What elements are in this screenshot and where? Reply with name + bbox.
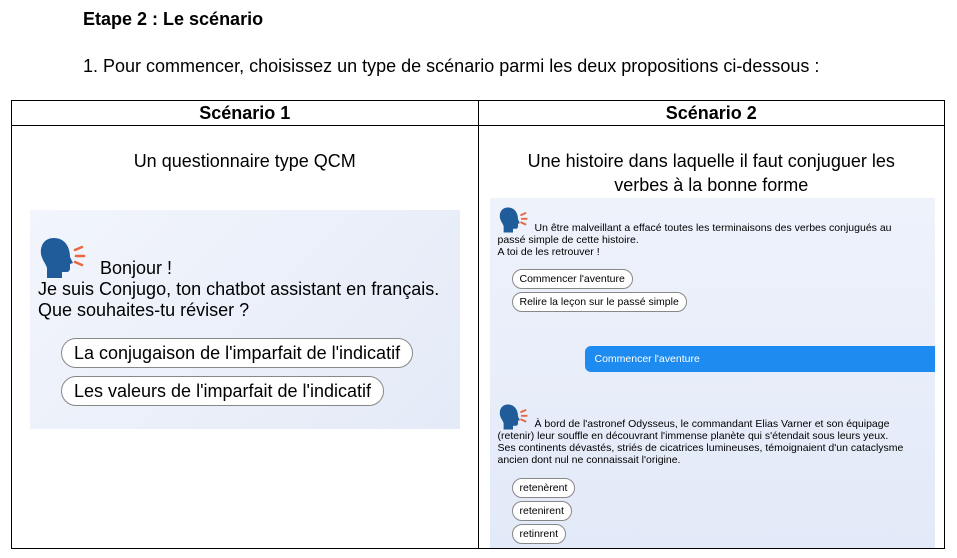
answer-button-retenerent[interactable]: retenèrent	[512, 478, 576, 498]
scenario1-header: Scénario 1	[12, 101, 479, 126]
answer-button-retenirent[interactable]: retenirent	[512, 501, 572, 521]
scenario2-title-line2: verbes à la bonne forme	[614, 175, 809, 195]
option-button-imparfait-valeurs[interactable]: Les valeurs de l'imparfait de l'indicatif	[61, 376, 384, 406]
user-reply-bubble: Commencer l'aventure	[585, 346, 935, 372]
answer-button-retinrent[interactable]: retinrent	[512, 524, 567, 544]
instruction-text: 1. Pour commencer, choisissez un type de scénario parmi les deux propositions ci-dessous :	[83, 56, 820, 76]
greeting-text: Bonjour !	[100, 258, 173, 278]
bot-message-1-line3: A toi de les retrouver !	[497, 246, 600, 258]
question-line: Que souhaites-tu réviser ?	[38, 300, 250, 320]
scenario1-title: Un questionnaire type QCM	[133, 151, 356, 171]
scenario2-title-line1: Une histoire dans laquelle il faut conjuguer les	[527, 151, 895, 171]
bot-message-1-line1: Un être malveillant a effacé toutes les terminaisons des verbes conjugués au	[534, 222, 892, 234]
bot-message-2-line1: À bord de l'astronef Odysseus, le commandant Elias Varner et son équipage	[534, 418, 890, 430]
scenario2-chat-panel	[490, 198, 935, 548]
bot-message-2-line2: (retenir) leur souffle en découvrant l'immense planète qui s'étendait sous leurs yeux.	[497, 430, 889, 442]
scenario1-cell	[12, 126, 479, 549]
bot-message-2-line4: ancien dont nul ne connaissait l'origine.	[497, 454, 681, 466]
intro-line: Je suis Conjugo, ton chatbot assistant en français.	[38, 279, 440, 299]
option-button-imparfait-conjugaison[interactable]: La conjugaison de l'imparfait de l'indicatif	[61, 338, 413, 368]
scenario-table	[11, 100, 945, 549]
bot-message-1-line2: passé simple de cette histoire.	[497, 234, 639, 246]
start-adventure-button[interactable]: Commencer l'aventure	[512, 269, 633, 289]
bot-message-2-line3: Ses continents dévastés, striés de cicatrices lumineuses, témoignaient d'un cataclysme	[497, 442, 904, 454]
scenario2-header: Scénario 2	[478, 101, 945, 126]
scenario2-cell	[478, 126, 945, 549]
review-lesson-button[interactable]: Relire la leçon sur le passé simple	[512, 292, 687, 312]
scenario1-chat-panel	[30, 210, 460, 429]
step-heading: Etape 2 : Le scénario	[83, 9, 264, 29]
